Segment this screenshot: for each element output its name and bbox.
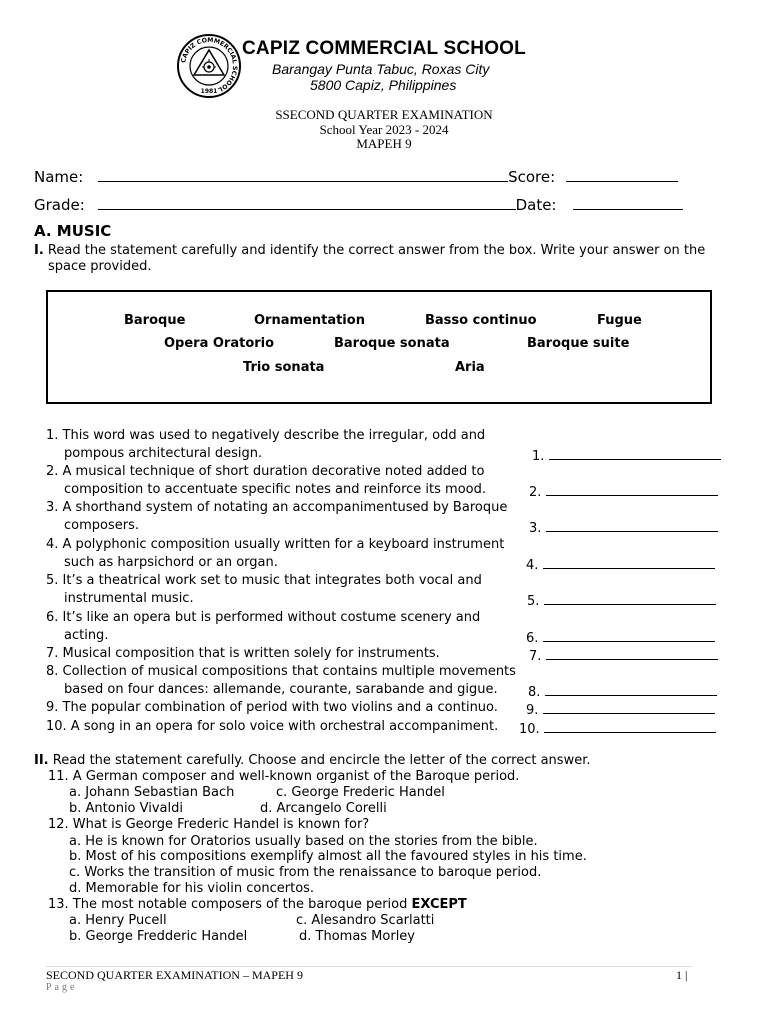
- part2-instruction: [34, 753, 591, 769]
- mc-13-option-c[interactable]: c. Alesandro Scarlatti: [296, 913, 435, 928]
- grade-label: Grade:: [34, 196, 85, 214]
- footer-text: SECOND QUARTER EXAMINATION – MAPEH 9: [46, 968, 303, 982]
- answer-6: 6.: [526, 628, 715, 646]
- answer-1: 1.: [532, 446, 721, 464]
- footer-page-label: Page: [46, 982, 78, 993]
- question-5-line2: instrumental music.: [64, 591, 194, 606]
- answer-blank[interactable]: [546, 518, 718, 532]
- word-option: Baroque sonata: [334, 336, 450, 351]
- word-option: Trio sonata: [243, 360, 325, 375]
- grade-date-row: [34, 195, 683, 214]
- question-5-line1: 5. It’s a theatrical work set to music that integrates both vocal and: [46, 573, 482, 588]
- exam-title: SSECOND QUARTER EXAMINATION: [275, 107, 493, 122]
- answer-7: 7.: [529, 646, 718, 664]
- answer-2: 2.: [529, 482, 718, 500]
- question-10-line1: 10. A song in an opera for solo voice with orchestral accompaniment.: [46, 719, 499, 734]
- footer-rule: [46, 966, 692, 967]
- section-a-title: A. MUSIC: [34, 222, 112, 240]
- answer-blank[interactable]: [545, 682, 717, 696]
- mc-11-option-b[interactable]: b. Antonio Vivaldi: [69, 801, 183, 816]
- svg-text:1981: 1981: [200, 88, 218, 95]
- answer-blank[interactable]: [549, 446, 721, 460]
- school-address-line2: 5800 Capiz, Philippines: [310, 77, 457, 93]
- question-2-line1: 2. A musical technique of short duration decorative noted added to: [46, 464, 485, 479]
- school-name: CAPIZ COMMERCIAL SCHOOL: [242, 38, 526, 59]
- answer-blank[interactable]: [546, 646, 718, 660]
- name-blank[interactable]: [98, 167, 508, 182]
- answer-5: 5.: [527, 591, 716, 609]
- mc-13-except: EXCEPT: [411, 897, 467, 912]
- answer-8: 8.: [528, 682, 717, 700]
- date-blank[interactable]: [573, 195, 683, 210]
- question-6-line1: 6. It’s like an opera but is performed without costume scenery and: [46, 610, 481, 625]
- part1-instruction-text: Read the statement carefully and identify the correct answer from the box. Write your answer on the: [47, 243, 706, 258]
- word-option: Ornamentation: [254, 313, 365, 328]
- question-6-line2: acting.: [64, 628, 109, 643]
- mc-12-option-b[interactable]: b. Most of his compositions exemplify almost all the favoured styles in his time.: [69, 849, 587, 864]
- question-4-line2: such as harpsichord or an organ.: [64, 555, 278, 570]
- part1-number: I.: [34, 243, 44, 258]
- word-option: Opera Oratorio: [164, 336, 275, 351]
- name-score-row: [34, 167, 678, 186]
- question-3-line2: composers.: [64, 518, 139, 533]
- answer-3: 3.: [529, 518, 718, 536]
- mc-11-option-c[interactable]: c. George Frederic Handel: [276, 785, 445, 800]
- answer-blank[interactable]: [543, 700, 715, 714]
- mc-13-stem: 13. The most notable composers of the baroque period: [48, 897, 408, 912]
- word-option: Baroque suite: [527, 336, 630, 351]
- question-8-line2: based on four dances: allemande, courante, sarabande and gigue.: [64, 682, 498, 697]
- name-label: Name:: [34, 168, 84, 186]
- subject-title: MAPEH 9: [356, 136, 412, 151]
- mc-question-13: [48, 897, 467, 913]
- date-label: Date:: [515, 196, 557, 214]
- question-8-line1: 8. Collection of musical compositions that contains multiple movements: [46, 664, 516, 679]
- mc-12-option-c[interactable]: c. Works the transition of music from the renaissance to baroque period.: [69, 865, 542, 880]
- score-label: Score:: [508, 168, 556, 186]
- answer-blank[interactable]: [544, 591, 716, 605]
- grade-blank[interactable]: [98, 195, 516, 210]
- word-box: [46, 290, 712, 404]
- question-4-line1: 4. A polyphonic composition usually written for a keyboard instrument: [46, 537, 505, 552]
- mc-11-option-d[interactable]: d. Arcangelo Corelli: [260, 801, 387, 816]
- answer-blank[interactable]: [543, 628, 715, 642]
- word-option: Basso continuo: [425, 313, 537, 328]
- mc-12-option-a[interactable]: a. He is known for Oratorios usually based on the stories from the bible.: [69, 834, 538, 849]
- mc-13-option-b[interactable]: b. George Fredderic Handel: [69, 929, 248, 944]
- svg-text:CAPIZ COMMERCIAL SCHOOL: CAPIZ COMMERCIAL SCHOOL: [180, 36, 239, 93]
- school-address-line1: Barangay Punta Tabuc, Roxas City: [272, 61, 490, 77]
- answer-4: 4.: [526, 555, 715, 573]
- question-3-line1: 3. A shorthand system of notating an accompanimentused by Baroque: [46, 500, 508, 515]
- part1-instruction-line2: space provided.: [48, 259, 152, 274]
- school-seal-logo: [176, 33, 242, 99]
- mc-11-option-a[interactable]: a. Johann Sebastian Bach: [69, 785, 235, 800]
- answer-blank[interactable]: [546, 482, 718, 496]
- mc-question-11: 11. A German composer and well-known organist of the Baroque period.: [48, 769, 520, 784]
- mc-question-12: 12. What is George Frederic Handel is known for?: [48, 817, 370, 832]
- word-option: Fugue: [597, 313, 642, 328]
- question-2-line2: composition to accentuate specific notes and reinforce its mood.: [64, 482, 486, 497]
- word-option: Aria: [455, 360, 485, 375]
- question-7-line1: 7. Musical composition that is written solely for instruments.: [46, 646, 440, 661]
- school-year: School Year 2023 - 2024: [319, 122, 449, 137]
- score-blank[interactable]: [566, 167, 678, 182]
- answer-9: 9.: [526, 700, 715, 718]
- answer-10: 10.: [519, 719, 716, 737]
- answer-blank[interactable]: [543, 555, 715, 569]
- part2-number: II.: [34, 753, 49, 768]
- part2-instruction-text: Read the statement carefully. Choose and encircle the letter of the correct answer.: [52, 753, 591, 768]
- question-1-line2: pompous architectural design.: [64, 446, 263, 461]
- question-9-line1: 9. The popular combination of period with two violins and a continuo.: [46, 700, 498, 715]
- word-option: Baroque: [124, 313, 186, 328]
- question-1-line1: 1. This word was used to negatively describe the irregular, odd and: [46, 428, 486, 443]
- mc-13-option-d[interactable]: d. Thomas Morley: [299, 929, 416, 944]
- mc-13-option-a[interactable]: a. Henry Pucell: [69, 913, 167, 928]
- answer-blank[interactable]: [544, 719, 716, 733]
- footer-page-number: 1 |: [676, 968, 688, 982]
- part1-instruction: [34, 243, 734, 259]
- mc-12-option-d[interactable]: d. Memorable for his violin concertos.: [69, 881, 315, 896]
